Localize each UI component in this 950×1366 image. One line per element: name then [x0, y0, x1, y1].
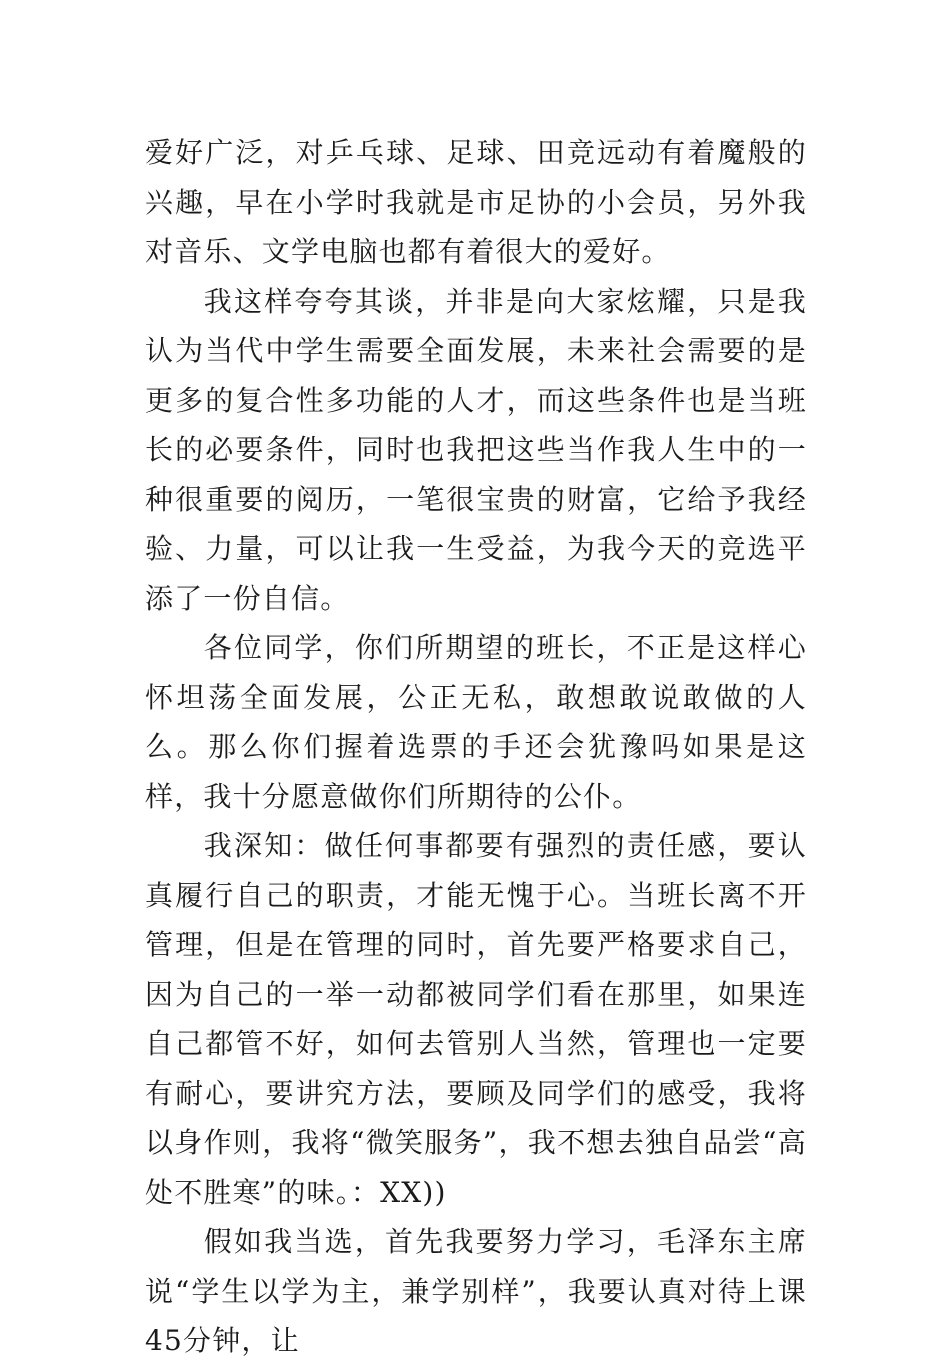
paragraph-5: 假如我当选，首先我要努力学习，毛泽东主席说“学生以学为主，兼学别样”，我要认真对待上课45分钟，让: [145, 1225, 807, 1357]
paragraph-3: 各位同学，你们所期望的班长，不正是这样心怀坦荡全面发展，公正无私，敢想敢说敢做的人么。那么你们握着选票的手还会犹豫吗如果是这样，我十分愿意做你们所期待的公仆。: [145, 631, 807, 813]
paragraph-4: 我深知：做任何事都要有强烈的责任感，要认真履行自己的职责，才能无愧于心。当班长离不开管理，但是在管理的同时，首先要严格要求自己，因为自己的一举一动都被同学们看在那里，如果连自己都管不好，如何去管别人当然，管理也一定要有耐心，要讲究方法，要顾及同学们的感受，我将以身作则，我将“微笑服务”，我不想去独自品尝“高处不胜寒”的味。：XX)): [145, 829, 807, 1209]
paragraph-1: 爱好广泛，对乒乓球、足球、田竞远动有着魔般的兴趣，早在小学时我就是市足协的小会员，另外我对音乐、文学电脑也都有着很大的爱好。: [145, 136, 807, 268]
paragraph-2: 我这样夸夸其谈，并非是向大家炫耀，只是我认为当代中学生需要全面发展，未来社会需要的是更多的复合性多功能的人才，而这些条件也是当班长的必要条件，同时也我把这些当作我人生中的一种很重要的阅历，一笔很宝贵的财富，它给予我经验、力量，可以让我一生受益，为我今天的竞选平添了一份自信。: [145, 284, 807, 615]
document-body: [145, 128, 807, 1366]
